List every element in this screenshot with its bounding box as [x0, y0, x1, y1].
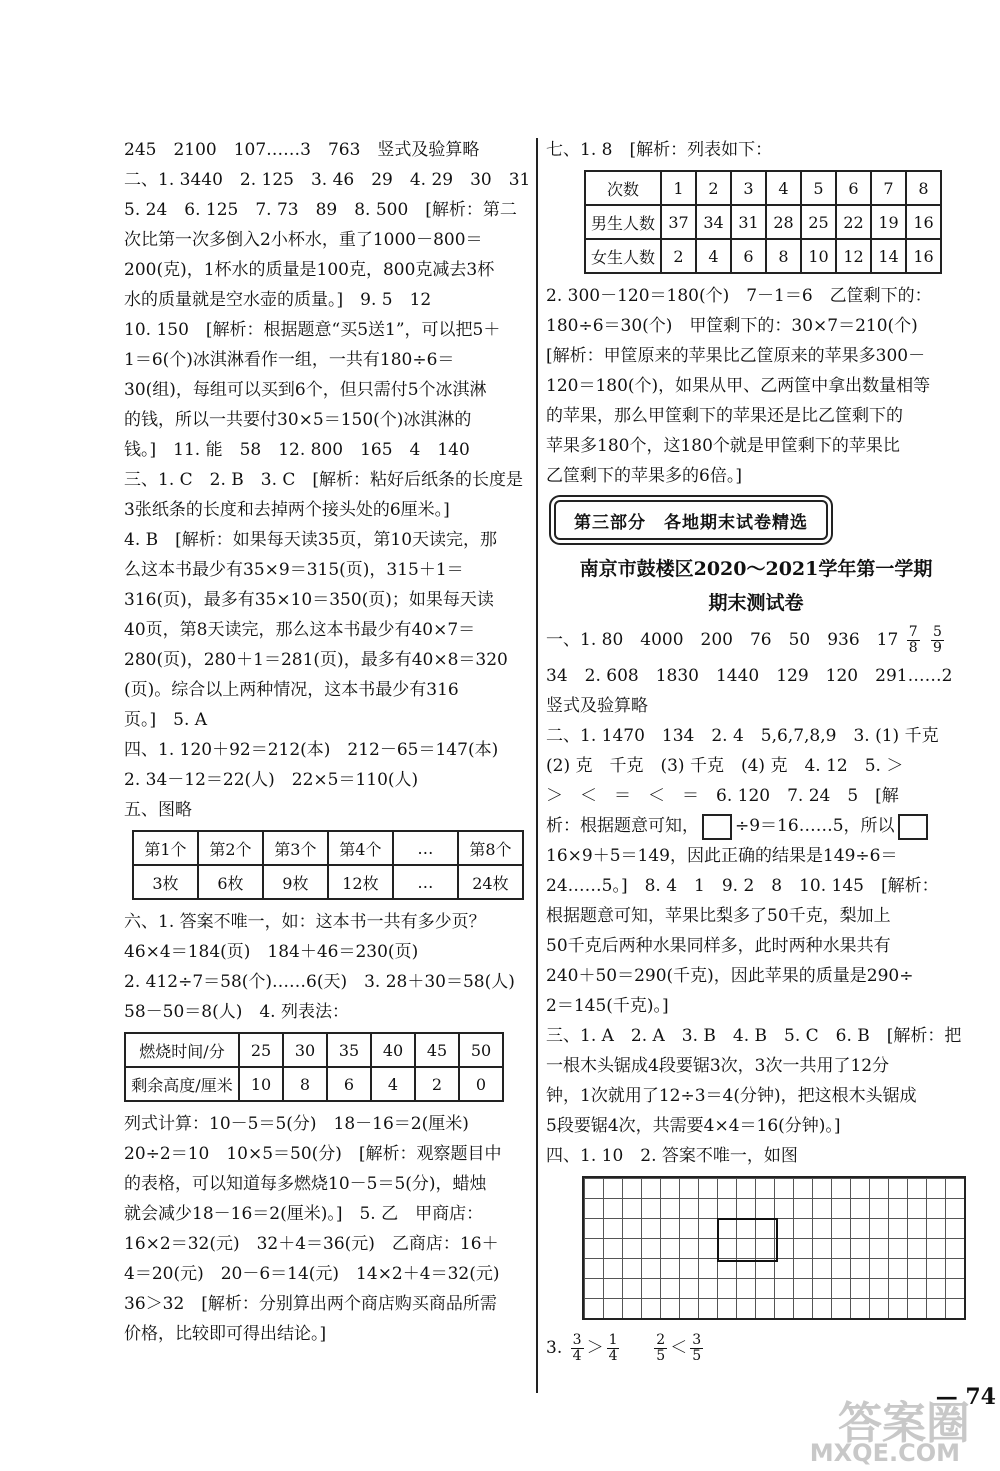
right-lines-3: [546, 842, 966, 1170]
text-line: 120＝180(个)，如果从甲、乙两筐中拿出数量相等: [546, 376, 931, 396]
text-line: 24……5。] 8. 4 1 9. 2 8 10. 145 [解析：: [546, 876, 939, 896]
fraction: [907, 625, 920, 656]
denominator: 5: [692, 1348, 702, 1364]
text-line: 二、1. 1470 134 2. 4 5,6,7,8,9 3. (1) 千克: [546, 726, 939, 746]
text-line: 乙筐剩下的苹果多的6倍。]: [546, 466, 742, 486]
watermark-logo: 答案圈: [838, 1398, 970, 1449]
numerator: 3: [572, 1332, 582, 1348]
left-column: [124, 136, 531, 1350]
table-cell: 6: [731, 239, 766, 273]
table-cell: 28: [766, 205, 801, 239]
text-line: 245 2100 107……3 763 竖式及验算略: [124, 140, 480, 160]
table-cell: 3枚: [133, 865, 198, 899]
rectangle-figure: [717, 1218, 778, 1262]
text-line: 钟，1次就用了12÷3＝4(分钟)，把这根木头锯成: [546, 1086, 917, 1106]
text-line: (2) 克 千克 (3) 千克 (4) 克 4. 12 5. ＞: [546, 756, 904, 776]
left-lines-3: [124, 1110, 524, 1348]
table-cell: 34: [696, 205, 731, 239]
text-line: 3张纸条的长度和去掉两个接头处的6厘米。]: [124, 500, 450, 520]
table-cell: 0: [459, 1067, 503, 1101]
text-line: 一根木头锯成4段要锯3次，3次一共用了12分: [546, 1056, 890, 1076]
table-cell: 30: [283, 1033, 327, 1067]
table-cell: 12: [836, 239, 871, 273]
table-q6: [124, 1032, 504, 1102]
table-cell: 10: [801, 239, 836, 273]
text-line: 16×2＝32(元) 32＋4＝36(元) 乙商店：16＋: [124, 1234, 499, 1254]
numerator: 3: [692, 1332, 702, 1348]
table-cell: 女生人数: [585, 239, 661, 273]
table-cell: 2: [661, 239, 696, 273]
text-line: 2＝145(千克)。]: [546, 996, 669, 1016]
text-line: 2. 300－120＝180(个) 7－1＝6 乙筐剩下的：: [546, 286, 932, 306]
table-cell: 第8个: [458, 831, 523, 865]
table-row: [133, 831, 523, 865]
denominator: 5: [656, 1348, 666, 1364]
text-line: 316(页)，最多有35×10＝350(页)；如果每天读: [124, 590, 494, 610]
table-cell: 19: [871, 205, 906, 239]
text-line: 么这本书最少有35×9＝315(页)，315＋1＝: [124, 560, 464, 580]
table-cell: 8: [906, 171, 941, 205]
text-line: 36＞32 [解析：分别算出两个商店购买商品所需: [124, 1294, 497, 1314]
left-lines: [124, 136, 531, 824]
table-cell: 4: [371, 1067, 415, 1101]
text-line: 16×9＋5＝149，因此正确的结果是149÷6＝: [546, 846, 898, 866]
table-row: [585, 205, 941, 239]
fraction: [931, 625, 944, 656]
table-cell: 燃烧时间/分: [125, 1033, 239, 1067]
blank-box: [898, 814, 928, 840]
text-line: 1＝6(个)冰淇淋看作一组，一共有180÷6＝: [124, 350, 455, 370]
table-row: [125, 1067, 503, 1101]
text-line: 三、1. C 2. B 3. C [解析：粘好后纸条的长度是: [124, 470, 524, 490]
table-cell: 16: [906, 205, 941, 239]
exam-title: 南京市鼓楼区2020～2021学年第一学期: [579, 558, 933, 580]
table-cell: 16: [906, 239, 941, 273]
text-line: [解析：甲筐原来的苹果比乙筐原来的苹果多300－: [546, 346, 926, 366]
text-line: 钱。] 11. 能 58 12. 800 165 4 140: [124, 440, 470, 460]
text-line: 五、图略: [124, 800, 192, 820]
text-line: 30(组)，每组可以买到6个，但只需付5个冰淇淋: [124, 380, 487, 400]
table-cell: 12枚: [328, 865, 393, 899]
numerator: 7: [908, 624, 918, 640]
table-cell: 10: [239, 1067, 283, 1101]
text-line: 就会减少18－16＝2(厘米)。] 5. 乙 甲商店：: [124, 1204, 484, 1224]
numerator: 1: [608, 1332, 618, 1348]
table-cell: 14: [871, 239, 906, 273]
fraction: [571, 1333, 584, 1364]
text-line: 4＝20(元) 20－6＝14(元) 14×2＋4＝32(元): [124, 1264, 500, 1284]
text-line: 七、1. 8 [解析：列表如下：: [546, 140, 773, 160]
table-cell: 25: [239, 1033, 283, 1067]
fraction: [690, 1333, 703, 1364]
fraction: [607, 1333, 620, 1364]
text-line: 列式计算：10－5＝5(分) 18－16＝2(厘米): [124, 1114, 469, 1134]
text-line: 四、1. 120＋92＝212(本) 212－65＝147(本): [124, 740, 499, 760]
watermark-url: MXQE.COM: [809, 1439, 960, 1467]
text-line: 40页，第8天读完，那么这本书最少有40×7＝: [124, 620, 476, 640]
text-line: 20÷2＝10 10×5＝50(分) [解析：观察题目中: [124, 1144, 502, 1164]
table-cell: 6枚: [198, 865, 263, 899]
blank-box: [702, 814, 732, 840]
denominator: 9: [933, 640, 942, 656]
section-banner: 第三部分 各地期末试卷精选: [554, 500, 828, 540]
text-line: 5. 24 6. 125 7. 73 89 8. 500 [解析：第二: [124, 200, 517, 220]
table-cell: 22: [836, 205, 871, 239]
table-cell: 40: [371, 1033, 415, 1067]
text-span: 3.: [546, 1338, 563, 1358]
table-row: [585, 239, 941, 273]
table-cell: 5: [801, 171, 836, 205]
table-cell: 31: [731, 205, 766, 239]
table-cell: 第2个: [198, 831, 263, 865]
text-line: 50千克后两种水果同样多，此时两种水果共有: [546, 936, 891, 956]
table-row: [585, 171, 941, 205]
text-line: 六、1. 答案不唯一，如：这本书一共有多少页？: [124, 912, 486, 932]
text-line-fractions: [546, 620, 966, 660]
greater-than: ＞: [586, 1338, 604, 1358]
exam-subtitle: 期末测试卷: [708, 592, 804, 614]
table-cell: 4: [696, 239, 731, 273]
text-line: 的表格，可以知道每多燃烧10－5＝5(分)，蜡烛: [124, 1174, 487, 1194]
text-span: 析：根据题意可知，: [546, 816, 699, 836]
denominator: 4: [608, 1348, 618, 1364]
table-cell: 8: [766, 239, 801, 273]
text-line: 46×4＝184(页) 184＋46＝230(页): [124, 942, 419, 962]
table-cell: 剩余高度/厘米: [125, 1067, 239, 1101]
text-span: 一、1. 80 4000 200 76 50 936 17: [546, 630, 899, 650]
table-cell: 男生人数: [585, 205, 661, 239]
text-line: 根据题意可知，苹果比梨多了50千克，梨加上: [546, 906, 891, 926]
table-cell: 6: [327, 1067, 371, 1101]
text-line: 次比第一次多倒入2小杯水，重了1000－800＝: [124, 230, 483, 250]
text-line: 水的质量就是空水壶的质量。] 9. 5 12: [124, 290, 432, 310]
table-cell: 4: [766, 171, 801, 205]
text-line: 4. B [解析：如果每天读35页，第10天读完，那: [124, 530, 498, 550]
denominator: 8: [908, 640, 918, 656]
left-lines-2: [124, 908, 524, 1026]
text-line: (页)。综合以上两种情况，这本书最少有316: [124, 680, 459, 700]
text-line: 的苹果，那么甲筐剩下的苹果还是比乙筐剩下的: [546, 406, 903, 426]
text-line: 5段要锯4次，共需要4×4＝16(分钟)。]: [546, 1116, 841, 1136]
table-cell: 24枚: [458, 865, 523, 899]
right-lines-2: [546, 662, 966, 810]
denominator: 4: [572, 1348, 582, 1364]
text-line: 四、1. 10 2. 答案不唯一，如图: [546, 1146, 798, 1166]
table-q7: [584, 170, 942, 274]
table-cell: 8: [283, 1067, 327, 1101]
text-line: 2. 412÷7＝58(个)……6(天) 3. 28＋30＝58(人): [124, 972, 515, 992]
table-cell: 3: [731, 171, 766, 205]
less-than: ＜: [670, 1338, 688, 1358]
numerator: 5: [933, 624, 942, 640]
page-number: — 74: [935, 1384, 996, 1410]
table-row: [133, 865, 523, 899]
answer-grid-figure: [582, 1176, 966, 1320]
text-line: 240＋50＝290(千克)，因此苹果的质量是290÷: [546, 966, 914, 986]
text-line: 二、1. 3440 2. 125 3. 46 29 4. 29 30 31: [124, 170, 531, 190]
table-cell: 2: [415, 1067, 459, 1101]
fraction: [654, 1333, 667, 1364]
text-line: 页。] 5. A: [124, 710, 208, 730]
table-cell: 2: [696, 171, 731, 205]
right-column: [546, 136, 966, 1370]
text-line: 10. 150 [解析：根据题意“买5送1”，可以把5＋: [124, 320, 501, 340]
right-lines: [546, 282, 966, 490]
text-line: 竖式及验算略: [546, 696, 648, 716]
table-cell: 第4个: [328, 831, 393, 865]
text-line: 200(克)，1杯水的质量是100克，800克减去3杯: [124, 260, 495, 280]
table-cell: 次数: [585, 171, 661, 205]
table-cell: 9枚: [263, 865, 328, 899]
text-line: ＞ ＜ ＝ ＜ ＝ 6. 120 7. 24 5 [解: [546, 786, 899, 806]
text-line: 34 2. 608 1830 1440 129 120 291……2: [546, 666, 953, 686]
text-line: 2. 34－12＝22(人) 22×5＝110(人): [124, 770, 419, 790]
numerator: 2: [656, 1332, 666, 1348]
table-cell: 25: [801, 205, 836, 239]
table-cell: 1: [661, 171, 696, 205]
text-line-boxes: [546, 812, 966, 840]
text-line: 价格，比较即可得出结论。]: [124, 1324, 327, 1344]
table-cell: 50: [459, 1033, 503, 1067]
table-cell: …: [393, 865, 458, 899]
text-line: 的钱，所以一共要付30×5＝150(个)冰淇淋的: [124, 410, 472, 430]
table-cell: 37: [661, 205, 696, 239]
table-cell: 第3个: [263, 831, 328, 865]
table-cell: 45: [415, 1033, 459, 1067]
text-line: 180÷6＝30(个) 甲筐剩下的：30×7＝210(个): [546, 316, 918, 336]
text-line: 三、1. A 2. A 3. B 4. B 5. C 6. B [解析：把: [546, 1026, 962, 1046]
table-row: [125, 1033, 503, 1067]
text-line: 苹果多180个，这180个就是甲筐剩下的苹果比: [546, 436, 900, 456]
table-cell: 7: [871, 171, 906, 205]
table-cell: 35: [327, 1033, 371, 1067]
column-divider: [536, 138, 538, 1393]
text-span: ÷9＝16……5，所以: [735, 816, 895, 836]
text-line: 58－50＝8(人) 4. 列表法：: [124, 1002, 349, 1022]
text-line-compare: [546, 1328, 966, 1368]
table-cell: 6: [836, 171, 871, 205]
table-q5: [132, 830, 524, 900]
text-line: 280(页)，280＋1＝281(页)，最多有40×8＝320: [124, 650, 508, 670]
table-cell: …: [393, 831, 458, 865]
table-cell: 第1个: [133, 831, 198, 865]
